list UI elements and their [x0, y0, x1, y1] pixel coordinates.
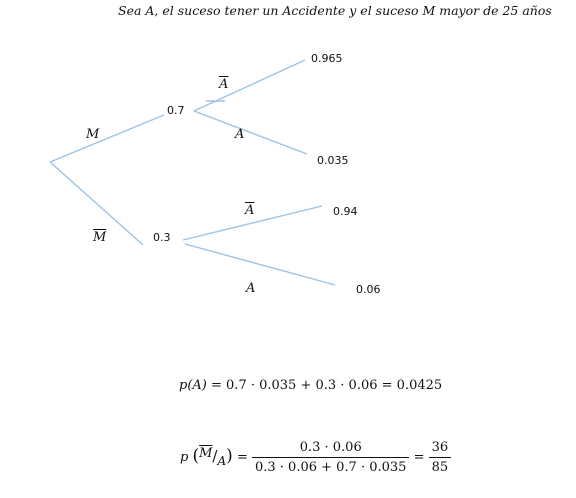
- branch-label-m-a: A: [235, 127, 245, 142]
- branch-label-m-not-a: $\overline{A}$: [219, 77, 229, 92]
- total-prob-rhs: = 0.7 · 0.035 + 0.3 · 0.06 = 0.0425: [211, 378, 443, 393]
- bayes-denominator: 0.3 · 0.06 + 0.7 · 0.035: [254, 460, 407, 475]
- branch-line-m-not-a: [194, 60, 305, 111]
- bayes-eq-1: =: [236, 450, 248, 465]
- header-statement: Sea A, el suceso tener un Accidente y el suceso M mayor de 25 años: [118, 3, 552, 18]
- total-prob-fn: p: [179, 378, 188, 393]
- bayes-fraction: [252, 440, 409, 475]
- total-prob-arg: (A): [187, 378, 207, 393]
- branch-label-not-m-a: A: [246, 281, 256, 296]
- bayes-result: [429, 440, 452, 475]
- bayes-eq-2: =: [413, 450, 425, 465]
- branch-line-m: [50, 115, 164, 162]
- leaf-value-not-m-not-a: 0.94: [333, 205, 358, 218]
- bayes-lhs-top: $\overline{M}$: [199, 446, 213, 461]
- leaf-value-m-a: 0.035: [317, 154, 349, 167]
- branch-label-m: M: [86, 127, 100, 142]
- bayes-result-num: 36: [429, 440, 452, 458]
- bayes-numerator: 0.3 · 0.06: [252, 440, 409, 458]
- branch-label-not-m: $\overline{M}$: [93, 230, 107, 245]
- bayes-formula: p $(\overline{M}/A)$ = $\frac{0.3 \cdot 0.06}{0.3 \cdot 0.06 + 0.7 \cdot 0.035}$ = $\frac{36}{85}$: [180, 440, 451, 475]
- branch-line-not-m-a: [185, 244, 335, 285]
- node-prob-not-m: 0.3: [153, 231, 171, 244]
- bayes-result-den: 85: [431, 460, 449, 475]
- bayes-fn: p: [180, 450, 189, 465]
- branch-line-m-a: [194, 111, 307, 154]
- bayes-lhs-bottom: A: [217, 454, 227, 468]
- node-prob-m: 0.7: [167, 104, 185, 117]
- total-probability-formula: [179, 378, 442, 393]
- leaf-value-m-not-a: 0.965: [311, 52, 343, 65]
- branch-label-not-m-not-a: $\overline{A}$: [245, 203, 255, 218]
- leaf-value-not-m-a: 0.06: [356, 283, 381, 296]
